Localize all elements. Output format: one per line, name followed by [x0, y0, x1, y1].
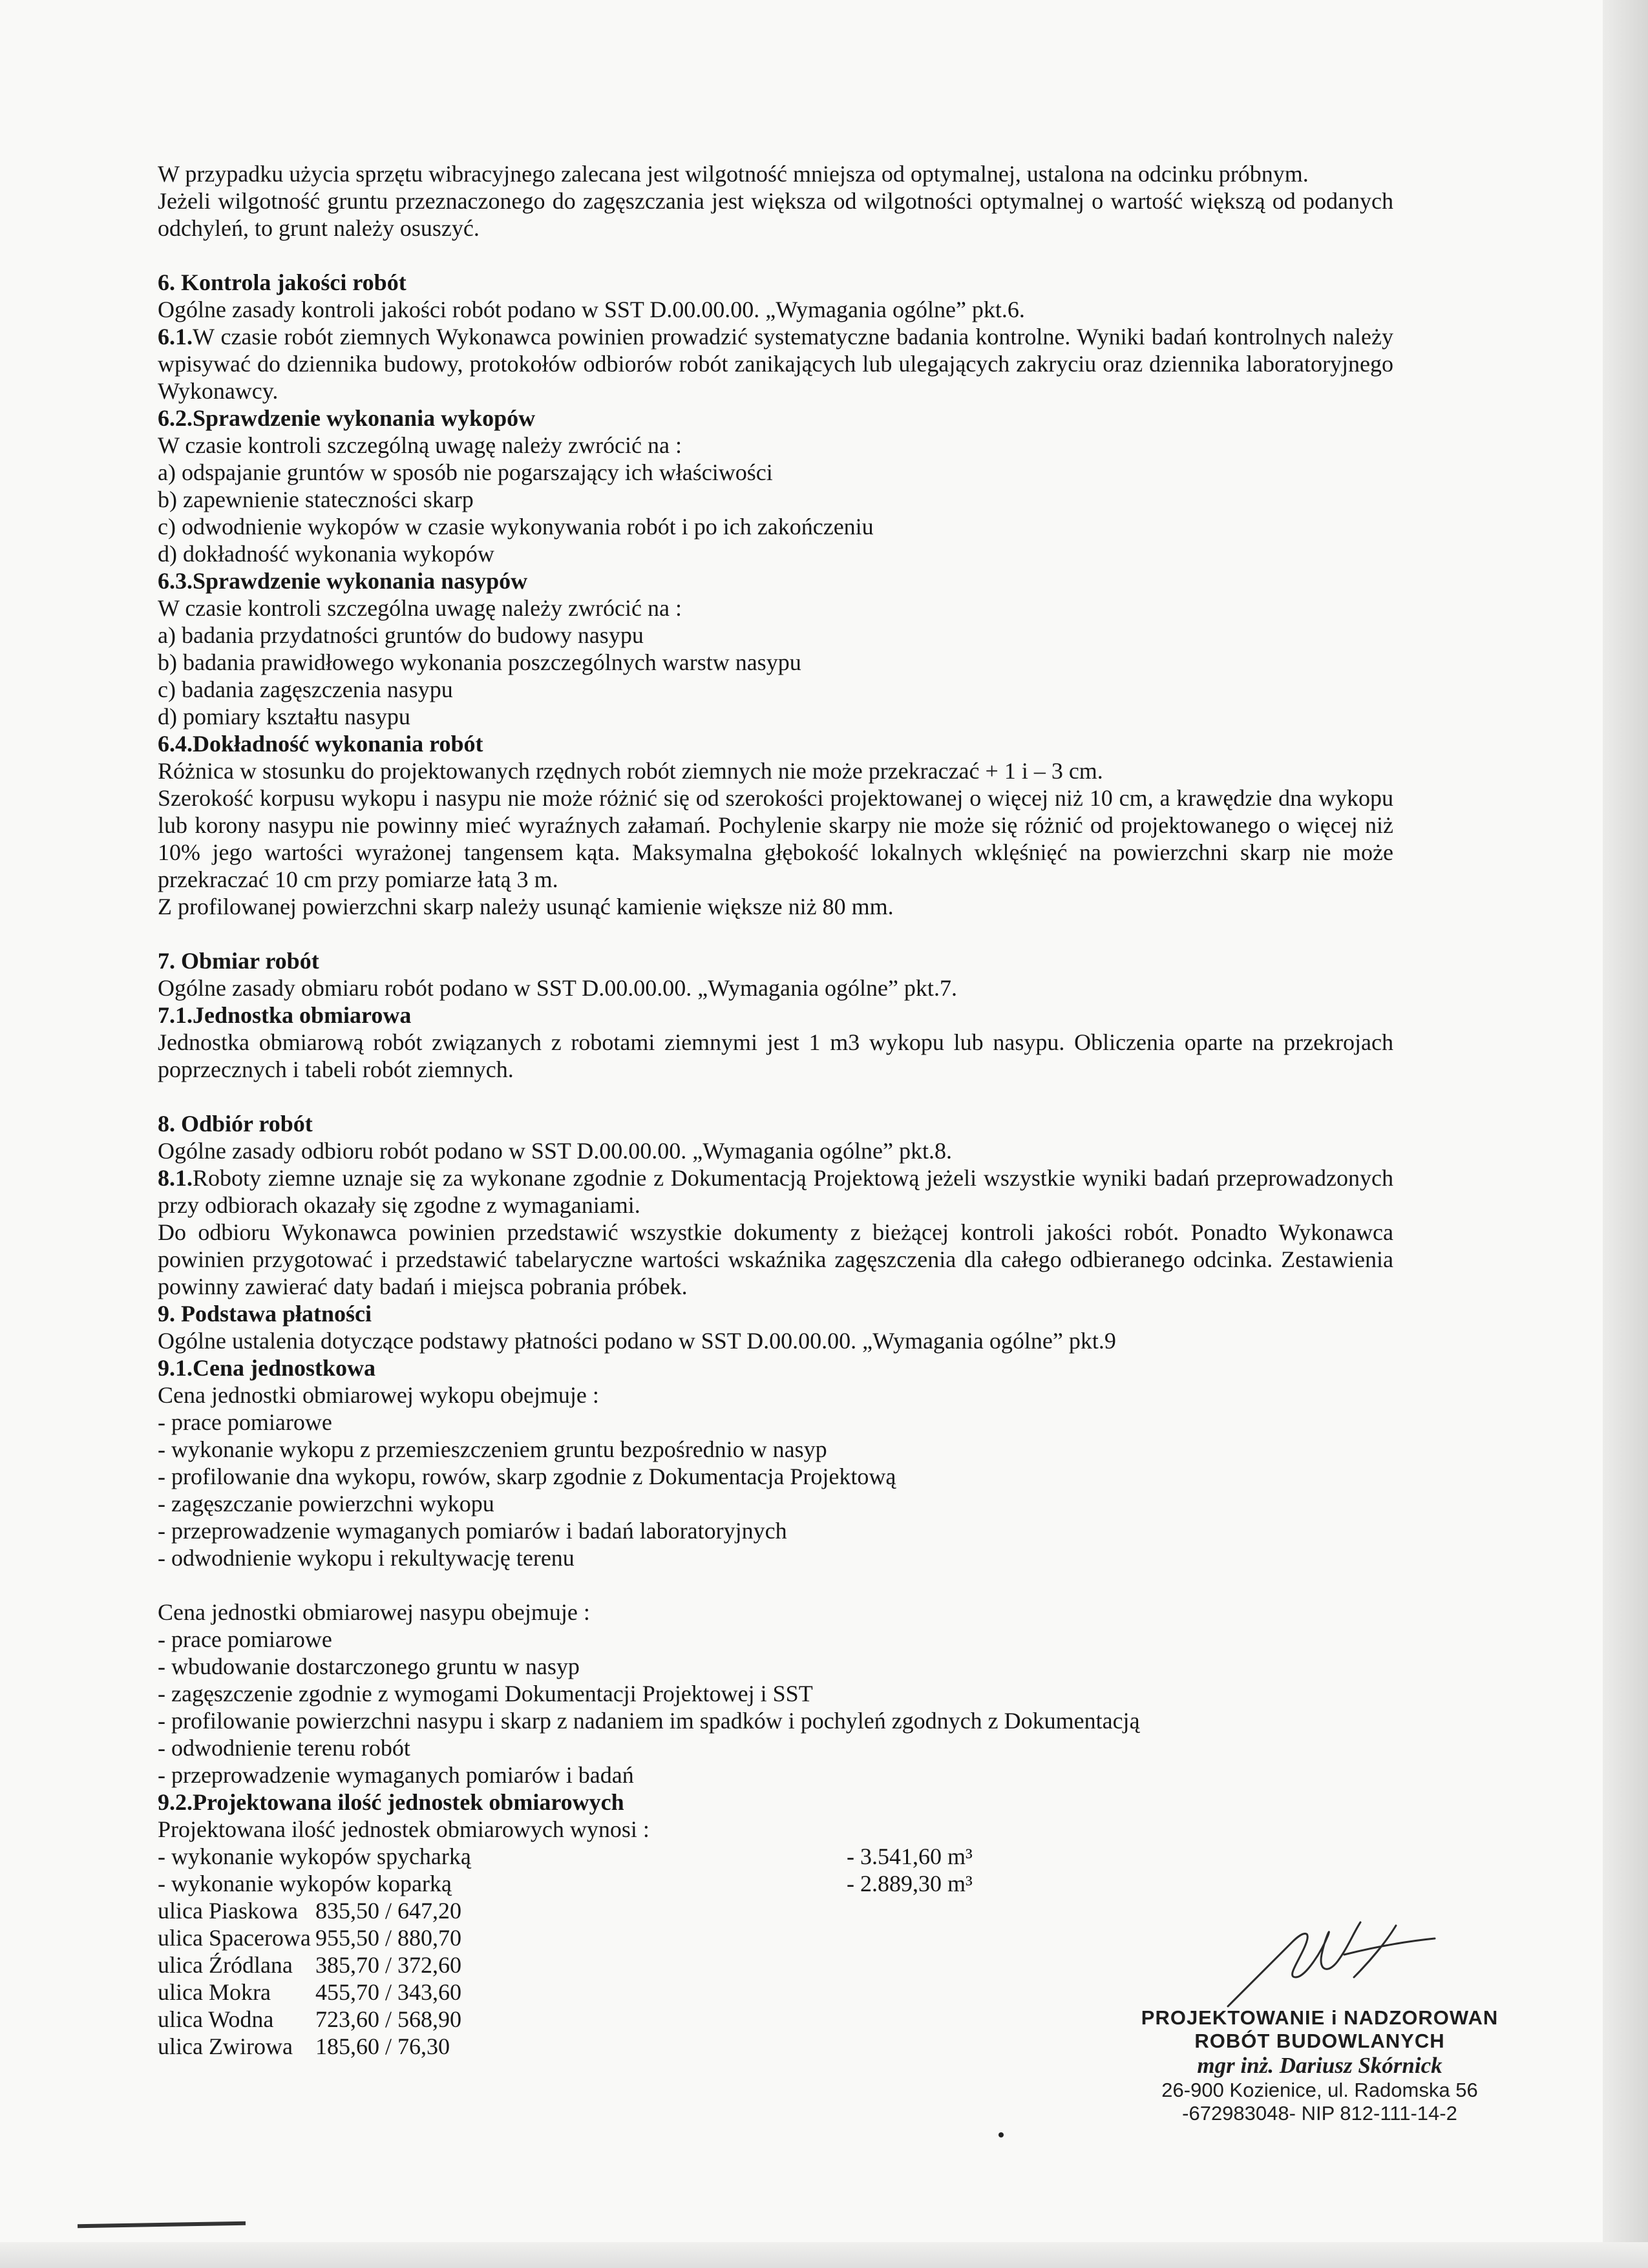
scan-corner-mark — [78, 2221, 246, 2229]
quantity-row — [158, 1870, 1393, 1897]
list-item: - profilowanie dna wykopu, rowów, skarp zgodnie z Dokumentacja Projektową — [158, 1464, 896, 1489]
handwritten-signature — [1215, 1916, 1448, 2013]
list-item: b) badania prawidłowego wykonania poszczególnych warstw nasypu — [158, 649, 801, 675]
list-item: b) zapewnienie stateczności skarp — [158, 487, 474, 512]
scan-edge-right — [1603, 0, 1648, 2268]
section-7-1-heading: 7.1.Jednostka obmiarowa — [158, 1002, 412, 1028]
intro-paragraph-2: Jeżeli wilgotność gruntu przeznaczonego do zagęszczania jest większa od wilgotności optymalnej o wartość większą od podanych odchyleń, to grunt należy osuszyć. — [158, 188, 1393, 241]
section-7-1-text: Jednostka obmiarową robót związanych z robotami ziemnymi jest 1 m3 wykopu lub nasypu. Obliczenia oparte na przekrojach poprzecznych i tabeli robót ziemnych. — [158, 1029, 1393, 1082]
list-item: a) odspajanie gruntów w sposób nie pogarszający ich właściwości — [158, 459, 773, 485]
section-6-4-paragraph: Różnica w stosunku do projektowanych rzędnych robót ziemnych nie może przekraczać + 1 i – 3 cm. — [158, 758, 1103, 784]
street-value: 723,60 / 568,90 — [315, 2006, 462, 2032]
section-6-4-heading: 6.4.Dokładność wykonania robót — [158, 731, 483, 757]
section-9-2-intro: Projektowana ilość jednostek obmiarowych wynosi : — [158, 1816, 650, 1842]
section-6-4-paragraph: Szerokość korpusu wykopu i nasypu nie może różnić się od szerokości projektowanej o więcej niż 10 cm, a krawędzie dna wykopu lub korony nasypu nie powinny mieć wyraźnych załamań. Pochylenie skarpy nie może się różnić od projektowanego o więcej niż 10% jego wartości wyrażonej tangensem kąta. Maksymalna głębokość lokalnych wklęśnięć na powierzchni skarp nie może przekraczać 10 cm przy pomiarze łatą 3 m. — [158, 785, 1393, 892]
street-name: ulica Mokra — [158, 1979, 271, 2005]
section-6-1 — [158, 323, 1393, 404]
section-7-general: Ogólne zasady obmiaru robót podano w SST D.00.00.00. „Wymagania ogólne” pkt.7. — [158, 975, 957, 1001]
list-item: - odwodnienie wykopu i rekultywację terenu — [158, 1545, 575, 1571]
wykop-intro: Cena jednostki obmiarowej wykopu obejmuje : — [158, 1382, 599, 1408]
section-6-3-intro: W czasie kontroli szczególna uwagę należy zwrócić na : — [158, 595, 682, 621]
nasyp-intro: Cena jednostki obmiarowej nasypu obejmuje : — [158, 1599, 590, 1625]
street-row — [158, 1979, 1393, 2006]
section-8-1 — [158, 1164, 1393, 1219]
section-6-4-paragraph: Z profilowanej powierzchni skarp należy usunąć kamienie większe niż 80 mm. — [158, 894, 894, 919]
quantity-row — [158, 1843, 1393, 1870]
street-row — [158, 1897, 1393, 1924]
list-item: - przeprowadzenie wymaganych pomiarów i badań laboratoryjnych — [158, 1518, 787, 1544]
section-6-1-number: 6.1. — [158, 324, 193, 350]
street-value: 835,50 / 647,20 — [315, 1898, 462, 1924]
list-item: c) odwodnienie wykopów w czasie wykonywania robót i po ich zakończeniu — [158, 514, 874, 540]
list-item: a) badania przydatności gruntów do budowy nasypu — [158, 622, 644, 648]
list-item: d) dokładność wykonania wykopów — [158, 541, 494, 567]
quantity-label: - wykonanie wykopów koparką — [158, 1871, 452, 1896]
scan-edge-bottom — [0, 2242, 1648, 2268]
street-value: 955,50 / 880,70 — [315, 1925, 462, 1951]
list-item: - odwodnienie terenu robót — [158, 1735, 410, 1761]
list-item: - zagęszczanie powierzchni wykopu — [158, 1491, 494, 1517]
quantity-label: - wykonanie wykopów spycharką — [158, 1843, 471, 1869]
street-name: ulica Wodna — [158, 2006, 274, 2032]
list-item: - wykonanie wykopu z przemieszczeniem gruntu bezpośrednio w nasyp — [158, 1436, 827, 1462]
section-9-1-heading: 9.1.Cena jednostkowa — [158, 1355, 376, 1381]
list-item: - wbudowanie dostarczonego gruntu w nasyp — [158, 1654, 580, 1679]
section-6-2-heading: 6.2.Sprawdzenie wykonania wykopów — [158, 405, 536, 431]
section-6-2-intro: W czasie kontroli szczególną uwagę należy zwrócić na : — [158, 432, 682, 458]
list-item: - przeprowadzenie wymaganych pomiarów i badań — [158, 1762, 634, 1788]
street-value: 455,70 / 343,60 — [315, 1979, 462, 2005]
stamp-address: 26-900 Kozienice, ul. Radomska 56 — [1161, 2079, 1478, 2101]
stamp-company-line: PROJEKTOWANIE i NADZOROWAN — [1141, 2006, 1499, 2029]
section-8-1-more: Do odbioru Wykonawca powinien przedstawić wszystkie dokumenty z bieżącej kontroli jakości robót. Ponadto Wykonawca powinien przygotować i przedstawić tabelaryczne wartości wskaźnika zagęszczenia dla całego odbieranego odcinka. Zestawienia powinny zawierać daty badań i miejsca pobrania próbek. — [158, 1219, 1393, 1299]
list-item: c) badania zagęszczenia nasypu — [158, 677, 453, 702]
list-item: - prace pomiarowe — [158, 1626, 332, 1652]
section-6-general: Ogólne zasady kontroli jakości robót podano w SST D.00.00.00. „Wymagania ogólne” pkt.6. — [158, 297, 1025, 322]
scan-speck — [998, 2132, 1004, 2137]
section-6-title: 6. Kontrola jakości robót — [158, 269, 407, 295]
quantity-value: - 3.541,60 m³ — [847, 1843, 973, 1869]
stamp-phone-nip: -672983048- NIP 812-111-14-2 — [1182, 2102, 1457, 2125]
quantity-value: - 2.889,30 m³ — [847, 1871, 973, 1896]
street-row — [158, 1924, 1393, 1951]
company-stamp — [1139, 2006, 1501, 2125]
intro-paragraph-1: W przypadku użycia sprzętu wibracyjnego zalecana jest wilgotność mniejsza od optymalnej, ustalona na odcinku próbnym. — [158, 161, 1309, 187]
street-name: ulica Źródlana — [158, 1952, 293, 1978]
list-item: - profilowanie powierzchni nasypu i skarp z nadaniem im spadków i pochyleń zgodnych z Dokumentacją — [158, 1708, 1140, 1734]
street-name: ulica Zwirowa — [158, 2033, 293, 2059]
street-name: ulica Piaskowa — [158, 1898, 298, 1924]
section-9-2-heading: 9.2.Projektowana ilość jednostek obmiarowych — [158, 1789, 624, 1815]
street-value: 185,60 / 76,30 — [315, 2033, 450, 2059]
street-value: 385,70 / 372,60 — [315, 1952, 462, 1978]
stamp-company-line-2: ROBÓT BUDOWLANYCH — [1194, 2030, 1445, 2052]
section-8-general: Ogólne zasady odbioru robót podano w SST D.00.00.00. „Wymagania ogólne” pkt.8. — [158, 1138, 952, 1164]
section-8-1-text: Roboty ziemne uznaje się za wykonane zgodnie z Dokumentacją Projektową jeżeli wszystkie wyniki badań przeprowadzonych przy odbiorach okazały się zgodne z wymaganiami. — [158, 1165, 1393, 1218]
section-6-1-text: W czasie robót ziemnych Wykonawca powinien prowadzić systematyczne badania kontrolne. Wyniki badań kontrolnych należy wpisywać do dziennika budowy, protokołów odbiorów robót zanikających lub ulegających zakryciu oraz dziennika laboratoryjnego Wykonawcy. — [158, 324, 1393, 404]
list-item: d) pomiary kształtu nasypu — [158, 704, 410, 730]
section-7-title: 7. Obmiar robót — [158, 948, 319, 974]
document-body — [158, 160, 1393, 2060]
stamp-person: mgr inż. Dariusz Skórnick — [1197, 2053, 1442, 2078]
list-item: - prace pomiarowe — [158, 1409, 332, 1435]
section-9-title: 9. Podstawa płatności — [158, 1301, 372, 1327]
street-name: ulica Spacerowa — [158, 1925, 311, 1951]
section-6-3-heading: 6.3.Sprawdzenie wykonania nasypów — [158, 568, 528, 594]
street-row — [158, 1951, 1393, 1979]
list-item: - zagęszczenie zgodnie z wymogami Dokumentacji Projektowej i SST — [158, 1681, 813, 1706]
section-8-1-number: 8.1. — [158, 1165, 193, 1191]
section-9-general: Ogólne ustalenia dotyczące podstawy płatności podano w SST D.00.00.00. „Wymagania ogólne” pkt.9 — [158, 1328, 1116, 1354]
section-8-title: 8. Odbiór robót — [158, 1111, 313, 1137]
